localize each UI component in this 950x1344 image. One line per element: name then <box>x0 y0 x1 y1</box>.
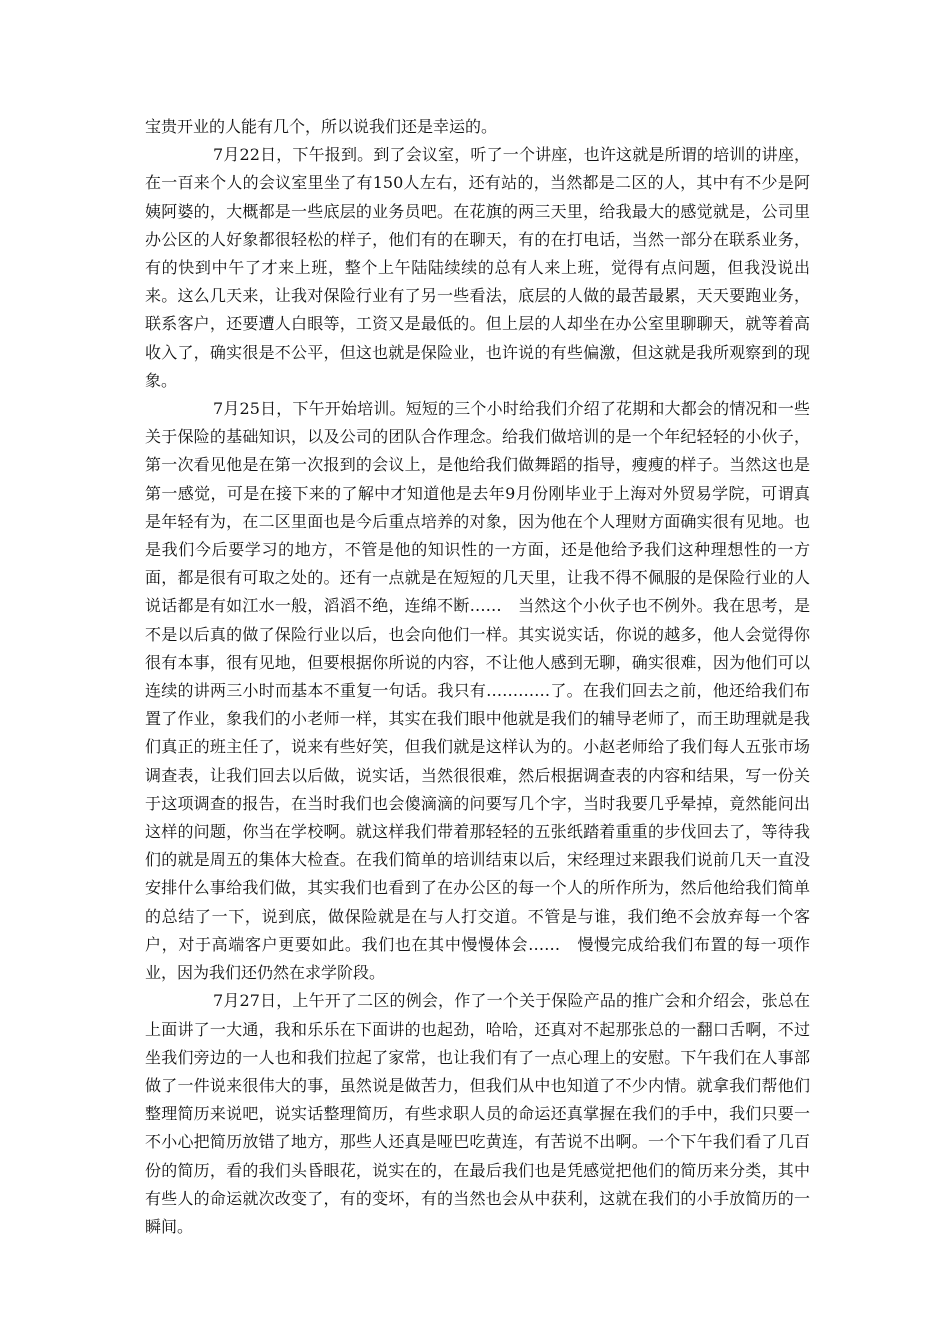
paragraph-july-22: 7月22日，下午报到。到了会议室，听了一个讲座，也许这就是所谓的培训的讲座，在一百来个人的会议室里坐了有150人左右，还有站的，当然都是二区的人，其中有不少是阿姨阿婆的，大概都是一些底层的业务员吧。在花旗的两三天里，给我最大的感觉就是，公司里办公区的人好象都很轻松的样子，他们有的在聊天，有的在打电话，当然一部分在联系业务，有的快到中午了才来上班，整个上午陆陆续续的总有人来上班，觉得有点问题，但我没说出来。这么几天来，让我对保险行业有了另一些看法，底层的人做的最苦最累，天天要跑业务，联系客户，还要遭人白眼等，工资又是最低的。但上层的人却坐在办公室里聊聊天，就等着高收入了，确实很是不公平，但这也就是保险业，也许说的有些偏激，但这就是我所观察到的现象。 <box>145 145 810 390</box>
document-page <box>145 113 810 1241</box>
paragraph-july-25: 7月25日，下午开始培训。短短的三个小时给我们介绍了花期和大都会的情况和一些关于保险的基础知识，以及公司的团队合作理念。给我们做培训的是一个年纪轻轻的小伙子，第一次看见他是在第一次报到的会议上，是他给我们做舞蹈的指导，瘦瘦的样子。当然这也是第一感觉，可是在接下来的了解中才知道他是去年9月份刚毕业于上海对外贸易学院，可谓真是年轻有为，在二区里面也是今后重点培养的对象，因为他在个人理财方面确实很有见地。也是我们今后要学习的地方，不管是他的知识性的一方面，还是他给予我们这种理想性的一方面，都是很有可取之处的。还有一点就是在短短的几天里，让我不得不佩服的是保险行业的人说话都是有如江水一般，滔滔不绝，连绵不断…… 当然这个小伙子也不例外。我在思考，是不是以后真的做了保险行业以后，也会向他们一样。其实说实话，你说的越多，他人会觉得你很有本事，很有见地，但要根据你所说的内容，不让他人感到无聊，确实很难，因为他们可以连续的讲两三小时而基本不重复一句话。我只有…………了。在我们回去之前，他还给我们布置了作业，象我们的小老师一样，其实在我们眼中他就是我们的辅导老师了，而王助理就是我们真正的班主任了，说来有些好笑，但我们就是这样认为的。小赵老师给了我们每人五张市场调查表，让我们回去以后做，说实话，当然很很难，然后根据调查表的内容和结果，写一份关于这项调查的报告，在当时我们也会傻滴滴的问要写几个字，当时我要几乎晕掉，竟然能问出这样的问题，你当在学校啊。就这样我们带着那轻轻的五张纸踏着重重的步伐回去了，等待我们的就是周五的集体大检查。在我们简单的培训结束以后，宋经理过来跟我们说前几天一直没安排什么事给我们做，其实我们也看到了在办公区的每一个人的所作所为，然后他给我们简单的总结了一下，说到底，做保险就是在与人打交道。不管是与谁，我们绝不会放弃每一个客户，对于高端客户更要如此。我们也在其中慢慢体会…… 慢慢完成给我们布置的每一项作业，因为我们还仍然在求学阶段。 <box>145 399 810 983</box>
paragraph-july-27: 7月27日，上午开了二区的例会，作了一个关于保险产品的推广会和介绍会，张总在上面讲了一大通，我和乐乐在下面讲的也起劲，哈哈，还真对不起那张总的一翻口舌啊，不过坐我们旁边的一人也和我们拉起了家常，也让我们有了一点心理上的安慰。下午我们在人事部做了一件说来很伟大的事，虽然说是做苦力，但我们从中也知道了不少内情。就拿我们帮他们整理简历来说吧，说实话整理简历，有些求职人员的命运还真掌握在我们的手中，我们只要一不小心把简历放错了地方，那些人还真是哑巴吃黄连，有苦说不出啊。一个下午我们看了几百份的简历，看的我们头昏眼花，说实在的，在最后我们也是凭感觉把他们的简历来分类，其中有些人的命运就次改变了，有的变坏，有的当然也会从中获利，这就在我们的小手放简历的一瞬间。 <box>145 991 810 1236</box>
paragraph-continuation: 宝贵开业的人能有几个，所以说我们还是幸运的。 <box>145 117 498 136</box>
